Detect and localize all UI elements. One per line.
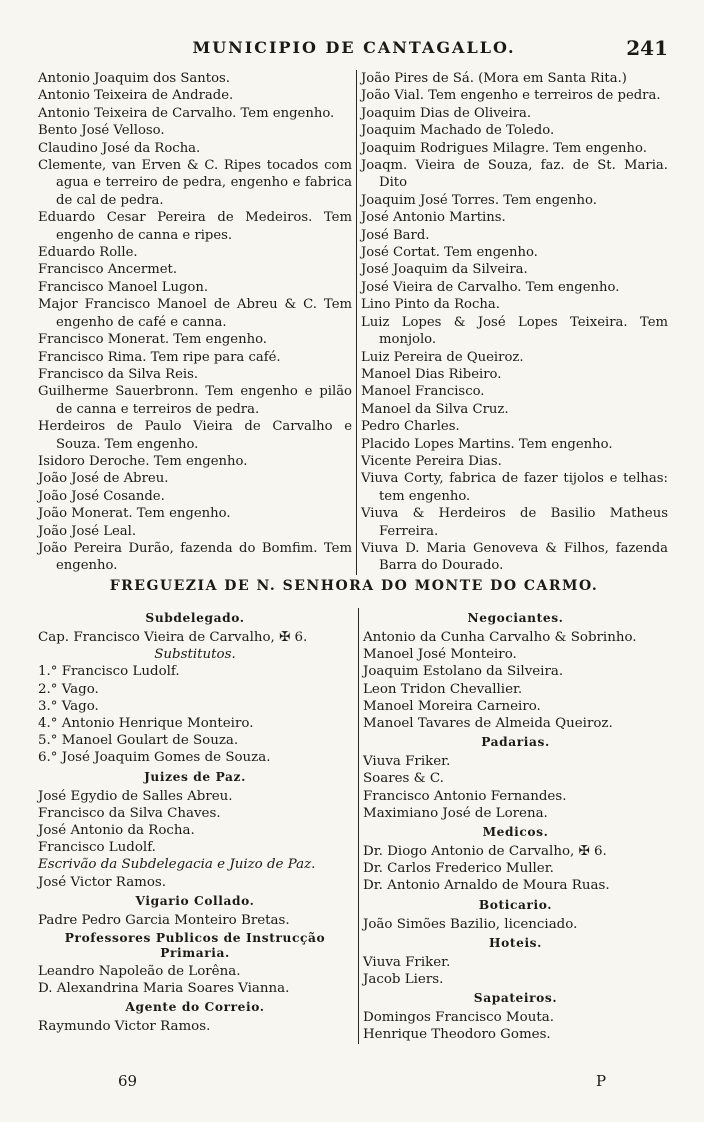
list-item: José Antonio da Rocha. xyxy=(38,823,195,839)
list-item: Eduardo Rolle. xyxy=(38,245,138,261)
list-item: Bento José Velloso. xyxy=(38,123,165,139)
boticario-heading: Boticario. xyxy=(478,897,553,912)
negociantes-heading: Negociantes. xyxy=(467,611,564,625)
escrivao-name: José Victor Ramos. xyxy=(38,874,167,890)
list-item: Manoel Tavares de Almeida Queiroz. xyxy=(363,716,613,732)
list-item: João Pereira Durão, fazenda do Bomfim. Tem engenho. xyxy=(38,540,352,574)
substitutos-list xyxy=(38,663,352,766)
list-item: Francisco Ludolf. xyxy=(38,840,156,856)
top-columns xyxy=(38,70,668,575)
list-item: Joaquim Estolano da Silveira. xyxy=(363,664,564,680)
bottom-right-column xyxy=(358,608,668,1044)
list-item: Domingos Francisco Mouta. xyxy=(363,1010,554,1026)
list-item: Manoel José Monteiro. xyxy=(363,647,517,663)
top-right-column xyxy=(356,70,668,575)
list-item: Joaquim Dias de Oliveira. xyxy=(361,105,532,121)
list-item: Antonio Teixeira de Carvalho. Tem engenho. xyxy=(38,105,335,121)
list-item: Placido Lopes Martins. Tem engenho. xyxy=(361,436,613,452)
list-item: José Bard. xyxy=(361,227,430,243)
padarias-heading: Padarias. xyxy=(481,735,550,750)
list-item: Dr. Antonio Arnaldo de Moura Ruas. xyxy=(363,878,610,894)
medicos-heading: Medicos. xyxy=(482,825,549,840)
bottom-left-column xyxy=(38,608,358,1044)
list-item: Francisco Monerat. Tem engenho. xyxy=(38,332,267,348)
list-item: Joaqm. Vieira de Souza, faz. de St. Maria. Dito xyxy=(361,158,668,191)
list-item: Manoel Moreira Carneiro. xyxy=(363,698,541,714)
list-item: João Pires de Sá. (Mora em Santa Rita.) xyxy=(361,71,627,86)
list-item: Joaquim Machado de Toledo. xyxy=(361,123,555,139)
professores-heading-line-2: Primaria. xyxy=(160,946,230,961)
list-item: Claudino José da Rocha. xyxy=(38,140,201,156)
list-item: Francisco Rima. Tem ripe para café. xyxy=(38,349,281,365)
list-item: Viuva D. Maria Genoveva & Filhos, fazenda Barra do Dourado. xyxy=(361,540,668,574)
top-left-column xyxy=(38,70,356,575)
list-item: Manoel Dias Ribeiro. xyxy=(361,366,502,382)
page-number: 241 xyxy=(626,36,668,60)
list-item: Vicente Pereira Dias. xyxy=(361,453,502,469)
list-item: Eduardo Cesar Pereira de Medeiros. Tem engenho de canna e ripes. xyxy=(38,210,352,243)
list-item: Maximiano José de Lorena. xyxy=(363,805,548,821)
list-item: Luiz Pereira de Queiroz. xyxy=(361,349,524,365)
list-item: José Cortat. Tem engenho. xyxy=(361,245,538,261)
list-item: José Egydio de Salles Abreu. xyxy=(38,788,233,804)
bottom-columns xyxy=(38,608,668,1044)
list-item: João Vial. Tem engenho e terreiros de pedra. xyxy=(361,88,661,104)
subdelegado-name: Cap. Francisco Vieira de Carvalho, ✠ 6. xyxy=(38,630,308,645)
list-item: Leon Tridon Chevallier. xyxy=(363,681,523,697)
list-item: 1.° Francisco Ludolf. xyxy=(38,664,180,680)
list-item: Antonio Joaquim dos Santos. xyxy=(38,71,230,86)
list-item: 3.° Vago. xyxy=(38,698,99,714)
correio-heading: Agente do Correio. xyxy=(125,1000,265,1015)
list-item: Leandro Napoleão de Lorêna. xyxy=(38,964,241,980)
juizes-heading: Juizes de Paz. xyxy=(144,769,246,784)
list-item: Major Francisco Manoel de Abreu & C. Tem engenho de café e canna. xyxy=(38,297,352,330)
professores-heading-line-1: Professores Publicos de Instrucção xyxy=(64,931,326,946)
list-item: Joaquim José Torres. Tem engenho. xyxy=(361,192,597,208)
list-item: Manoel da Silva Cruz. xyxy=(361,401,509,417)
list-item: João Simões Bazilio, licenciado. xyxy=(363,916,578,932)
list-item: 2.° Vago. xyxy=(38,681,99,697)
section-title: FREGUEZIA DE N. SENHORA DO MONTE DO CARMO. xyxy=(109,578,599,594)
list-item: Francisco Antonio Fernandes. xyxy=(363,788,567,804)
list-item: Henrique Theodoro Gomes. xyxy=(363,1027,551,1043)
list-item: José Vieira de Carvalho. Tem engenho. xyxy=(361,279,620,295)
list-item: Pedro Charles. xyxy=(361,419,460,435)
list-item: Herdeiros de Paulo Vieira de Carvalho e Souza. Tem engenho. xyxy=(38,419,352,452)
escrivao-label: Escrivão da Subdelegacia e Juizo de Paz. xyxy=(38,857,316,873)
list-item: Francisco da Silva Reis. xyxy=(38,366,199,382)
list-item: Antonio Teixeira de Andrade. xyxy=(38,88,234,104)
list-item: José Antonio Martins. xyxy=(361,210,506,226)
list-item: Lino Pinto da Rocha. xyxy=(361,297,500,313)
list-item: 5.° Manoel Goulart de Souza. xyxy=(38,733,239,749)
professores-heading xyxy=(38,931,352,961)
list-item: Viuva Friker. xyxy=(363,954,451,970)
list-item: Francisco da Silva Chaves. xyxy=(38,805,221,821)
substitutos-label: Substitutos. xyxy=(154,647,236,663)
list-item: Viuva Corty, fabrica de fazer tijolos e telhas: tem engenho. xyxy=(361,471,668,504)
list-item: Joaquim Rodrigues Milagre. Tem engenho. xyxy=(361,140,647,156)
list-item: D. Alexandrina Maria Soares Vianna. xyxy=(38,981,290,997)
signature-mark-right: P xyxy=(596,1072,607,1090)
running-head xyxy=(40,38,668,64)
hoteis-heading: Hoteis. xyxy=(489,935,542,950)
list-item: Manoel Francisco. xyxy=(361,384,485,400)
list-item: Dr. Carlos Frederico Muller. xyxy=(363,861,554,877)
list-item: Dr. Diogo Antonio de Carvalho, ✠ 6. xyxy=(363,844,607,860)
list-item: Isidoro Deroche. Tem engenho. xyxy=(38,453,248,469)
list-item: João Monerat. Tem engenho. xyxy=(38,506,231,522)
list-item: Clemente, van Erven & C. Ripes tocados com agua e terreiro de pedra, engenho e fabrica de cal de pedra. xyxy=(38,158,352,208)
list-item: José Joaquim da Silveira. xyxy=(361,262,528,278)
list-item: Francisco Ancermet. xyxy=(38,262,178,278)
signature-mark-left: 69 xyxy=(118,1072,138,1090)
list-item: Jacob Liers. xyxy=(363,972,444,988)
list-item: Guilherme Sauerbronn. Tem engenho e pilão de canna e terreiros de pedra. xyxy=(38,384,352,417)
list-item: João José de Abreu. xyxy=(38,471,169,487)
list-item: João José Cosande. xyxy=(38,488,165,504)
list-item: João José Leal. xyxy=(38,523,137,539)
vigario-name: Padre Pedro Garcia Monteiro Bretas. xyxy=(38,912,290,928)
list-item: Soares & C. xyxy=(363,771,444,787)
sapateiros-heading: Sapateiros. xyxy=(473,991,558,1006)
list-item: Viuva Friker. xyxy=(363,754,451,770)
correio-name: Raymundo Victor Ramos. xyxy=(38,1019,211,1035)
list-item: Antonio da Cunha Carvalho & Sobrinho. xyxy=(363,630,637,645)
list-item: 4.° Antonio Henrique Monteiro. xyxy=(38,716,254,732)
subdelegado-heading: Subdelegado. xyxy=(145,611,245,625)
vigario-heading: Vigario Collado. xyxy=(135,893,255,908)
list-item: Francisco Manoel Lugon. xyxy=(38,279,209,295)
list-item: Luiz Lopes & José Lopes Teixeira. Tem monjolo. xyxy=(361,314,668,348)
page-title: MUNICIPIO DE CANTAGALLO. xyxy=(192,38,516,57)
list-item: 6.° José Joaquim Gomes de Souza. xyxy=(38,750,271,766)
list-item: Viuva & Herdeiros de Basilio Matheus Ferreira. xyxy=(361,506,668,539)
